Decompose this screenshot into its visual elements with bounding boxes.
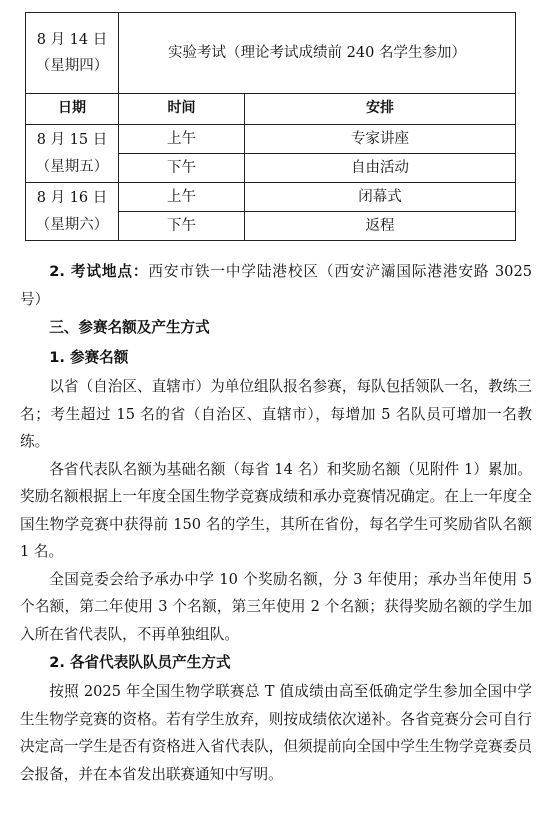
weekday-text: （星期六） bbox=[35, 216, 109, 233]
schedule-header-row bbox=[26, 94, 516, 125]
header-time: 时间 bbox=[119, 94, 245, 125]
date-text: 8 月 15 日 bbox=[36, 132, 108, 149]
time-cell: 上午 bbox=[119, 125, 245, 154]
schedule-table bbox=[25, 12, 516, 241]
date-cell bbox=[26, 13, 119, 94]
schedule-row-aug14 bbox=[26, 13, 516, 94]
time-cell: 下午 bbox=[119, 212, 245, 241]
exam-arrangement-cell: 实验考试（理论考试成绩前 240 名学生参加） bbox=[119, 13, 516, 94]
weekday-text: （星期四） bbox=[35, 58, 109, 74]
subsection-quota-heading: 1. 参赛名额 bbox=[49, 349, 129, 366]
subsection-selection-heading: 2. 各省代表队队员产生方式 bbox=[49, 654, 231, 671]
schedule-row-aug16-am bbox=[26, 183, 516, 212]
arrangement-cell: 专家讲座 bbox=[245, 125, 516, 154]
time-cell: 下午 bbox=[119, 154, 245, 183]
date-text: 8 月 14 日 bbox=[36, 31, 108, 48]
quota-paragraph-1: 以省（自治区、直辖市）为单位组队报名参赛，每队包括领队一名，教练三名；考生超过 15 名的省（自治区、直辖市），每增加 5 名队员可增加一名教练。 bbox=[20, 378, 532, 450]
date-cell bbox=[26, 125, 119, 183]
date-text: 8 月 16 日 bbox=[36, 190, 108, 207]
arrangement-cell: 返程 bbox=[245, 212, 516, 241]
arrangement-cell: 自由活动 bbox=[245, 154, 516, 183]
header-arrangement: 安排 bbox=[245, 94, 516, 125]
date-cell bbox=[26, 183, 119, 241]
exam-location-text: 西安市铁一中学陆港校区（西安浐灞国际港港安路 3025 号） bbox=[20, 263, 533, 308]
quota-paragraph-3: 全国竞委会给予承办中学 10 个奖励名额，分 3 年使用；承办当年使用 5 个名额，第二年使用 3 个名额，第三年使用 2 个名额；获得奖励名额的学生加入所在省代表队，不再单独组队。 bbox=[20, 570, 532, 643]
schedule-row-aug15-am bbox=[26, 125, 516, 154]
header-date: 日期 bbox=[26, 94, 119, 125]
time-cell: 上午 bbox=[119, 183, 245, 212]
selection-paragraph-1: 按照 2025 年全国生物学联赛总 T 值成绩由高至低确定学生参加全国中学生生物学竞赛的资格。若有学生放弃，则按成绩依次递补。各省竞赛分会可自行决定高一学生是否有资格进入省代表队，但须提前向全国中学生生物学竞赛委员会报备，并在本省发出联赛通知中写明。 bbox=[20, 683, 532, 783]
section-3-heading: 三、参赛名额及产生方式 bbox=[49, 319, 210, 336]
document-body bbox=[20, 258, 532, 788]
quota-paragraph-2: 各省代表队名额为基础名额（每省 14 名）和奖励名额（见附件 1）累加。奖励名额根据上一年度全国生物学竞赛成绩和承办竞赛情况确定。在上一年度全国生物学竞赛中获得前 150 名的学生，其所在省份，每名学生可奖励省队名额 1 名。 bbox=[20, 460, 532, 560]
exam-location-label: 2. 考试地点： bbox=[49, 263, 149, 280]
exam-location-paragraph bbox=[20, 258, 532, 313]
weekday-text: （星期五） bbox=[35, 158, 109, 175]
arrangement-cell: 闭幕式 bbox=[245, 183, 516, 212]
